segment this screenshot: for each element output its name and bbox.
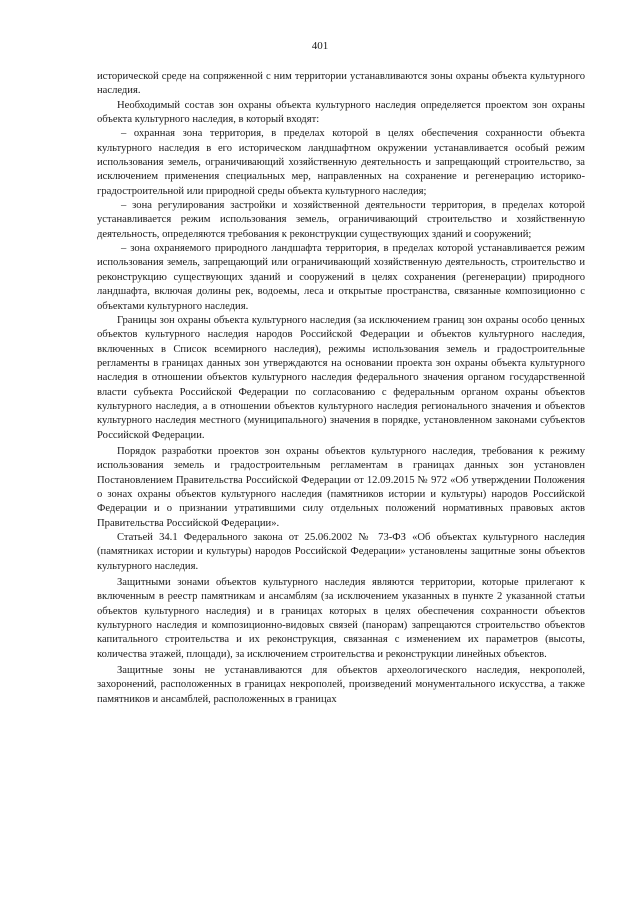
paragraph-zone-boundaries: Границы зон охраны объекта культурного наследия (за исключением границ зон охраны особо ценных объектов культурного наследия народов Российской Федерации и объектов культурного наследия, включенных в Список всемирного наследия), режимы использования земель и градостроительные регламенты в границах данных зон утверждаются на основании проекта зон охраны объекта культурного наследия в отношении объектов культурного наследия федерального значения органом государственной власти субъекта Российской Федерации по согласованию с федеральным органом охраны объектов культурного наследия, а в отношении объектов культурного наследия регионального значения и объектов культурного наследия местного (муниципального) значения в порядке, установленном законами субъектов Российской Федерации. [97,314,585,441]
document-body [97,70,585,707]
paragraph-development-procedure: Порядок разработки проектов зон охраны объектов культурного наследия, требования к режиму использования земель и градостроительным регламентам в границах данных зон установлен Постановлением Правительства Российской Федерации от 12.09.2015 № 972 «Об утверждении Положения о зонах охраны объектов культурного наследия (памятников истории и культуры) народов Российской Федерации и о признании утратившими силу отдельных положений нормативных правовых актов Правительства Российской Федерации». [97,445,585,529]
paragraph-zones-intro: Необходимый состав зон охраны объекта культурного наследия определяется проектом зон охраны объекта культурного наследия, в который входят: [97,99,585,126]
list-item-landscape-zone: – зона охраняемого природного ландшафта территория, в пределах которой устанавливается режим использования земель, запрещающий или ограничивающий хозяйственную деятельность, строительство и реконструкцию существующих зданий и сооружений в целях сохранения (регенерации) природного ландшафта, включая долины рек, водоемы, леса и открытые пространства, связанные композиционно с объектами культурного наследия. [97,243,585,312]
page-number: 401 [311,40,329,52]
list-item-protected-zone: – охранная зона территория, в пределах которой в целях обеспечения сохранности объекта культурного наследия в его историческом ландшафтном окружении устанавливается особый режим использования земель, ограничивающий хозяйственную деятельность и запрещающий строительство, за исключением применения специальных мер, направленных на сохранение и регенерацию историко-градостроительной или природной среды объекта культурного наследия; [97,128,585,197]
list-item-regulation-zone: – зона регулирования застройки и хозяйственной деятельности территория, в пределах которой устанавливается режим использования земель, ограничивающий строительство и хозяйственную деятельность, определяются требования к реконструкции существующих зданий и сооружений; [97,200,585,240]
paragraph-continuation: исторической среде на сопряженной с ним территории устанавливаются зоны охраны объекта культурного наследия. [97,71,585,97]
paragraph-article-34-1: Статьей 34.1 Федерального закона от 25.06.2002 № 73-ФЗ «Об объектах культурного наследия (памятниках истории и культуры) народов Российской Федерации» установлены защитные зоны объектов культурного наследия. [97,532,585,572]
paragraph-protective-zones-exceptions: Защитные зоны не устанавливаются для объектов археологического наследия, некрополей, захоронений, расположенных в границах некрополей, произведений монументального искусства, а также памятников и ансамблей, расположенных в границах [97,665,585,705]
paragraph-protective-zones-definition: Защитными зонами объектов культурного наследия являются территории, которые прилегают к включенным в реестр памятникам и ансамблям (за исключением указанных в пункте 2 указанной статьи объектов культурного наследия) и в границах которых в целях обеспечения сохранности объектов культурного наследия и композиционно-видовых связей (панорам) запрещаются строительство объектов капитального строительства и их реконструкция, связанная с изменением их параметров (высоты, количества этажей, площади), за исключением строительства и реконструкции линейных объектов. [97,577,585,660]
